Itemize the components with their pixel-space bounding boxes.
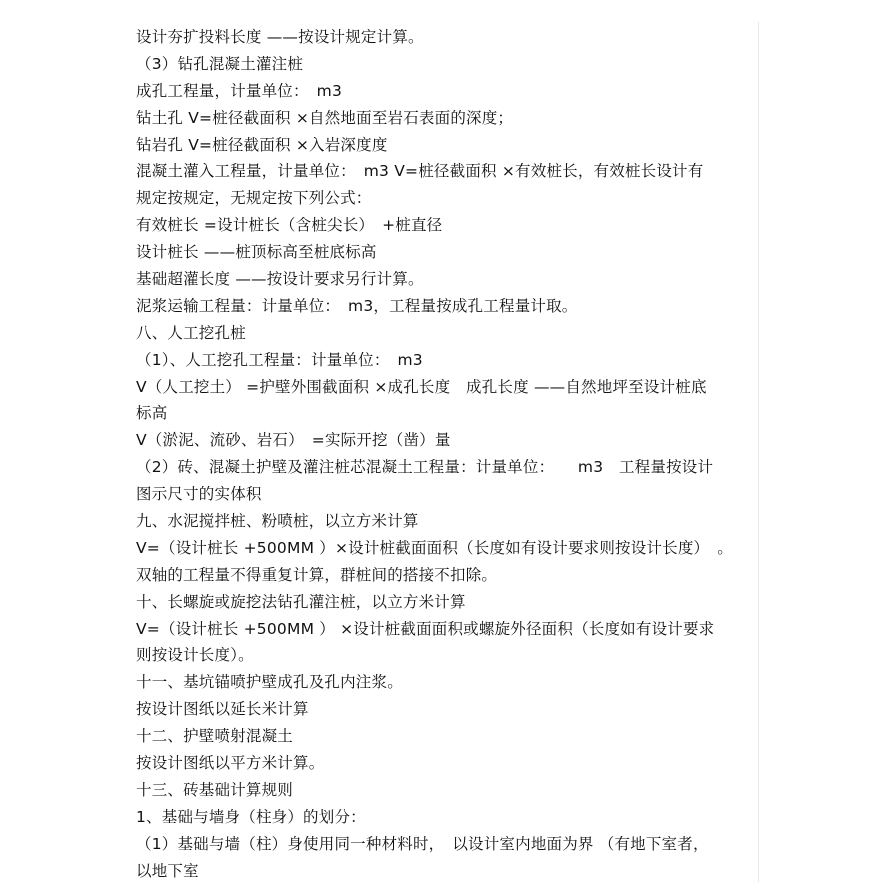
text-line: 有效桩长 =设计桩长（含桩尖长） +桩直径	[136, 216, 443, 235]
text-line: 泥浆运输工程量：计量单位： m3，工程量按成孔工程量计取。	[136, 296, 578, 315]
document-body	[136, 24, 754, 885]
section-heading: 十二、护壁喷射混凝土	[136, 727, 294, 746]
text-line: （1）基础与墙（柱）身使用同一种材料时， 以设计室内地面为界 （有地下室者，	[136, 834, 709, 853]
text-line: （2）砖、混凝土护壁及灌注桩芯混凝土工程量：计量单位： m3 工程量按设计	[136, 458, 714, 477]
text-line: 基础超灌长度 ——按设计要求另行计算。	[136, 270, 424, 289]
section-heading: 八、人工挖孔桩	[136, 323, 246, 342]
text-line: V=（设计桩长 +500MM ） ×设计桩截面面积或螺旋外径面积（长度如有设计要求	[136, 619, 715, 638]
text-line: V=（设计桩长 +500MM ）×设计桩截面面积（长度如有设计要求则按设计长度） 。	[136, 538, 733, 557]
text-line: 按设计图纸以延长米计算	[136, 700, 309, 719]
text-line: 钻土孔 V=桩径截面积 ×自然地面至岩石表面的深度；	[136, 108, 514, 127]
text-line: 成孔工程量，计量单位： m3	[136, 81, 343, 100]
text-line: 钻岩孔 V=桩径截面积 ×入岩深度度	[136, 135, 388, 154]
text-line: 设计桩长 ——桩顶标高至桩底标高	[136, 243, 377, 262]
text-line: 以地下室	[136, 861, 199, 880]
text-line: 按设计图纸以平方米计算。	[136, 754, 325, 773]
section-heading: 九、水泥搅拌桩、粉喷桩，以立方米计算	[136, 512, 419, 531]
section-heading: 十、长螺旋或旋挖法钻孔灌注桩，以立方米计算	[136, 592, 466, 611]
text-line: 设计夯扩投料长度 ——按设计规定计算。	[136, 28, 424, 46]
text-line: 图示尺寸的实体积	[136, 485, 262, 504]
text-line: V（淤泥、流砂、岩石） =实际开挖（凿）量	[136, 431, 451, 450]
text-line: 则按设计长度）。	[136, 646, 254, 665]
text-line: 标高	[136, 404, 168, 423]
text-line: （1）、人工挖孔工程量：计量单位： m3	[136, 350, 423, 369]
text-line: 1、基础与墙身（柱身）的划分：	[136, 807, 366, 826]
text-line: 双轴的工程量不得重复计算，群桩间的搭接不扣除。	[136, 565, 498, 584]
text-line: V（人工挖土） =护壁外围截面积 ×成孔长度 成孔长度 ——自然地坪至设计桩底	[136, 377, 707, 396]
page-edge-divider	[758, 22, 759, 882]
text-line: 规定按规定，无规定按下列公式：	[136, 189, 372, 208]
section-heading: 十三、砖基础计算规则	[136, 780, 294, 799]
text-line: 混凝土灌入工程量，计量单位： m3 V=桩径截面积 ×有效桩长，有效桩长设计有	[136, 162, 704, 181]
section-heading: （3）钻孔混凝土灌注桩	[136, 54, 304, 73]
section-heading: 十一、基坑锚喷护壁成孔及孔内注浆。	[136, 673, 403, 692]
